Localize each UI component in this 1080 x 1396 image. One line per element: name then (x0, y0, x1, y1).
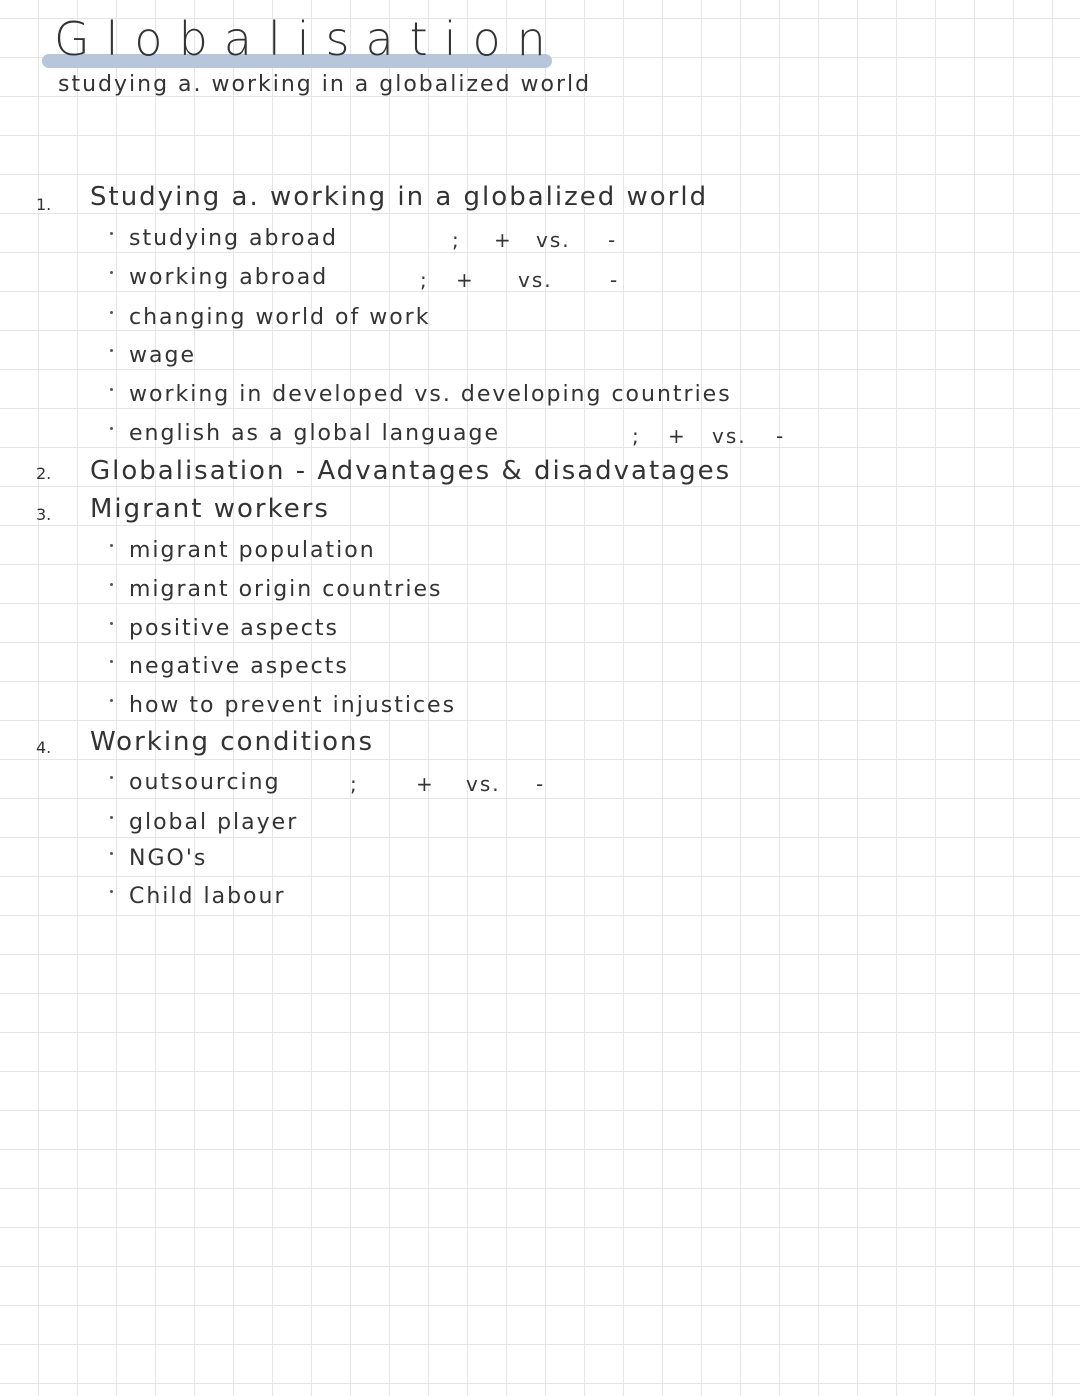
item-text: working abroad (129, 265, 329, 290)
bullet (110, 890, 113, 893)
item-text: english as a global language (129, 421, 500, 446)
item-mark: vs. (712, 424, 747, 448)
list-item (110, 305, 430, 330)
list-item (110, 654, 349, 679)
bullet (110, 852, 113, 855)
item-mark: ; (452, 228, 461, 252)
item-mark: ; (632, 424, 641, 448)
item-mark: + (416, 772, 435, 796)
item-mark: vs. (536, 228, 571, 252)
page-title: Globalisation (54, 12, 562, 66)
list-item (110, 770, 281, 795)
list-item (110, 884, 286, 909)
section-4-number: 4. (36, 738, 52, 757)
list-item (110, 846, 207, 871)
list-item (110, 226, 338, 251)
list-item (110, 421, 500, 446)
list-item (110, 693, 456, 718)
section-3-number: 3. (36, 505, 52, 524)
item-mark: + (494, 228, 513, 252)
list-item (110, 265, 328, 290)
item-mark: vs. (518, 268, 553, 292)
section-1-number: 1. (36, 195, 52, 214)
item-text: NGO's (129, 846, 208, 871)
item-text: studying abroad (129, 226, 338, 251)
bullet (110, 583, 113, 586)
bullet (110, 699, 113, 702)
bullet (110, 388, 113, 391)
bullet (110, 232, 113, 235)
item-mark: - (610, 268, 620, 292)
list-item (110, 382, 732, 407)
item-text: migrant population (129, 538, 376, 563)
item-mark: + (456, 268, 475, 292)
bullet (110, 660, 113, 663)
bullet (110, 311, 113, 314)
item-text: changing world of work (129, 305, 431, 330)
section-1-heading: Studying a. working in a globalized world (90, 182, 709, 212)
item-text: how to prevent injustices (129, 693, 457, 718)
bullet (110, 816, 113, 819)
item-mark: ; (420, 268, 429, 292)
list-item (110, 616, 339, 641)
item-mark: - (536, 772, 546, 796)
bullet (110, 349, 113, 352)
bullet (110, 622, 113, 625)
list-item (110, 538, 376, 563)
bullet (110, 427, 113, 430)
item-text: negative aspects (129, 654, 349, 679)
item-mark: ; (350, 772, 359, 796)
item-text: migrant origin countries (129, 577, 443, 602)
list-item (110, 343, 196, 368)
section-4-heading: Working conditions (90, 727, 375, 757)
list-item (110, 577, 442, 602)
item-mark: + (668, 424, 687, 448)
item-mark: vs. (466, 772, 501, 796)
item-text: outsourcing (129, 770, 281, 795)
item-mark: - (776, 424, 786, 448)
section-2-heading: Globalisation - Advantages & disadvatages (90, 456, 732, 486)
section-3-heading: Migrant workers (90, 494, 330, 524)
item-mark: - (608, 228, 618, 252)
page-subtitle: studying a. working in a globalized world (58, 72, 592, 97)
item-text: wage (129, 343, 196, 368)
item-text: positive aspects (129, 616, 339, 641)
item-text: global player (129, 810, 299, 835)
section-2-number: 2. (36, 464, 52, 483)
bullet (110, 271, 113, 274)
item-text: Child labour (129, 884, 286, 909)
list-item (110, 810, 298, 835)
item-text: working in developed vs. developing countries (129, 382, 732, 407)
bullet (110, 544, 113, 547)
bullet (110, 776, 113, 779)
